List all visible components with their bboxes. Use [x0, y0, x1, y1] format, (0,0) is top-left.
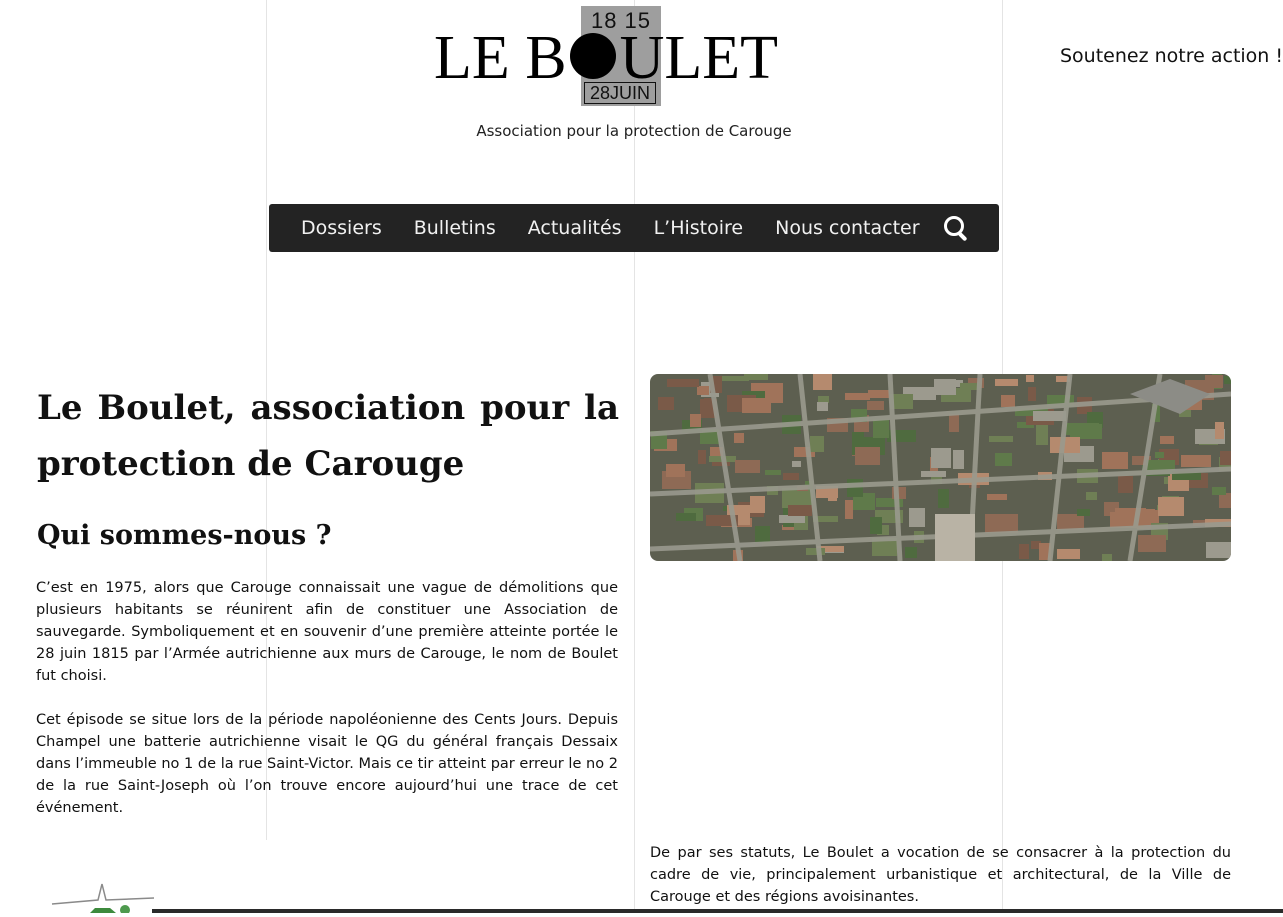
nav-item-histoire[interactable]: L’Histoire [653, 217, 744, 239]
nav-item-dossiers[interactable]: Dossiers [301, 217, 382, 239]
site-logo[interactable] [434, 6, 834, 106]
logo-word-left: LE B [434, 24, 567, 92]
cannonball-icon [570, 33, 616, 79]
aerial-photo-carouge [650, 374, 1231, 561]
statutes-paragraph: De par ses statuts, Le Boulet a vocation de se consacrer à la protection du cadre de vie, principalement urbanistique et architectural, de la Ville de Carouge et des régions avoisinantes. [650, 845, 1231, 905]
main-navigation [269, 204, 999, 252]
section-heading: Qui sommes-nous ? [37, 520, 332, 551]
nav-item-bulletins[interactable]: Bulletins [413, 217, 496, 239]
history-paragraph: Cet épisode se situe lors de la période napoléonienne des Cents Jours. Depuis Champel une batterie autrichienne visait le QG du général français Dessaix dans l’immeuble no 1 de la rue Saint-Victor. Mais ce tir atteint par erreur le no 2 de la rue Saint-Joseph où l’on trouve encore aujourd’hui une trace de cet événement. [36, 712, 618, 816]
nav-item-actualites[interactable]: Actualités [527, 217, 622, 239]
page-title: Le Boulet, association pour la protection de Carouge [37, 388, 619, 484]
intro-paragraph: C’est en 1975, alors que Carouge connaissait une vague de démolitions que plusieurs habitants se réunirent afin de constituer une Association de sauvegarde. Symboliquement et en souvenir d’une première atteinte portée le 28 juin 1815 par l’Armée autrichienne aux murs de Carouge, le nom de Boulet fut choisi. [36, 580, 618, 684]
footer-bar [152, 909, 1283, 913]
support-link[interactable]: Soutenez notre action ! [1060, 45, 1283, 67]
illustration-thumbnail [50, 880, 160, 913]
nav-item-contact[interactable]: Nous contacter [775, 217, 920, 239]
search-icon[interactable] [942, 214, 970, 242]
logo-word-right: ULET [619, 24, 778, 92]
logo-date-top: 18 15 [590, 8, 652, 33]
site-tagline: Association pour la protection de Carouge [476, 122, 792, 140]
logo-date-bottom: 28JUIN [584, 82, 656, 104]
